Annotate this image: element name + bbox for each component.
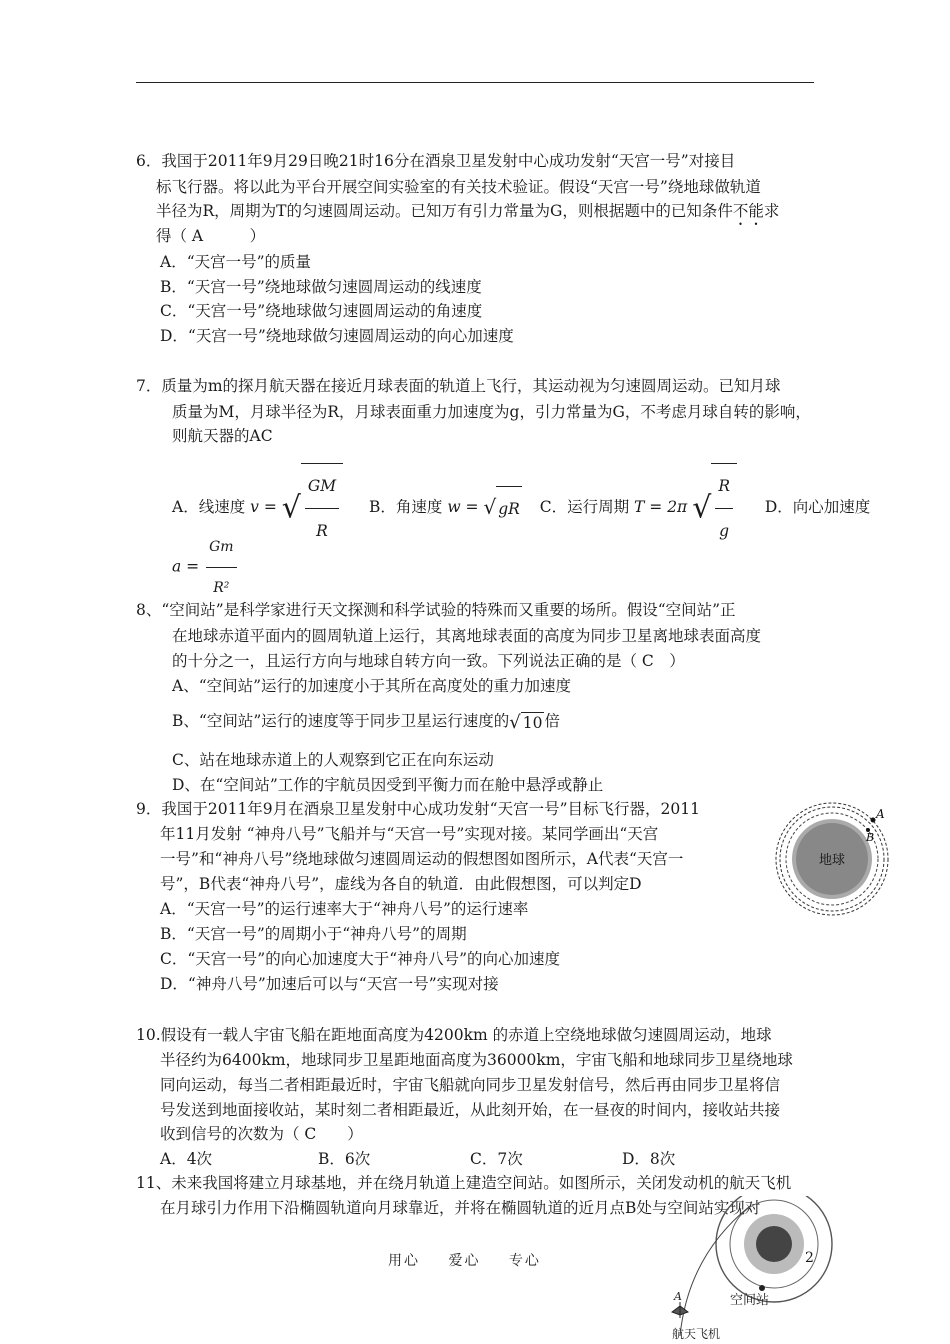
q7-option-b-label: B．角速度	[369, 498, 443, 516]
page-footer	[388, 1250, 563, 1270]
header-rule	[136, 82, 814, 83]
footer-word-3: 专心	[508, 1253, 541, 1269]
q6-line-3	[156, 201, 779, 229]
q7-option-d-label: D．向心加速度	[764, 498, 871, 516]
q7-line-3: 则航天器的AC	[172, 427, 273, 445]
q8-line-3: 的十分之一，且运行方向与地球自转方向一致。下列说法正确的是（ C ）	[172, 652, 685, 670]
q6-emphasis: 不能	[732, 202, 764, 220]
q8-option-b-suffix: 倍	[544, 712, 560, 730]
q6-line-3a: 半径为R，周期为T的匀速圆周运动。已知万有引力常量为G，则根据题中的已知条件	[156, 202, 733, 220]
q7-option-a-sqrt: √ $\frac{GM}{R}$	[282, 463, 343, 553]
q9-option-c: C．“天宫一号”的向心加速度大于“神舟八号”的向心加速度	[160, 950, 561, 968]
q8-line-1: 8、“空间站”是科学家进行天文探测和科学试验的特殊而又重要的场所。假设“空间站”正	[136, 601, 736, 619]
q8-option-b-text: B、“空间站”运行的速度等于同步卫星运行速度的	[172, 712, 510, 730]
space-station-dot	[759, 1285, 765, 1291]
q8-b-rad: 10	[522, 713, 543, 732]
space-station-label: 空间站	[730, 1293, 770, 1308]
q7-line-1: 7．质量为m的探月航天器在接近月球表面的轨道上飞行，其运动视为匀速圆周运动。已知月球	[136, 377, 781, 395]
q9-line-1: 9．我国于2011年9月在酒泉卫星发射中心成功发射“天宫一号”目标飞行器，2011	[136, 800, 700, 818]
q10-option-c: C．7次	[470, 1150, 523, 1168]
q9-option-d: D．“神舟八号”加速后可以与“天宫一号”实现对接	[160, 975, 499, 993]
moon-shape	[756, 1226, 792, 1262]
q7-option-a-lhs: v =	[250, 498, 277, 516]
q6-line-4: 得（ A ）	[156, 227, 266, 245]
footer-word-2: 爱心	[448, 1253, 481, 1269]
q7-option-c-label: C．运行周期	[539, 498, 630, 516]
page-number: 2	[805, 1250, 814, 1266]
q9-option-a: A．“天宫一号”的运行速率大于“神舟八号”的运行速率	[160, 900, 529, 918]
footer-word-1: 用心	[388, 1253, 420, 1269]
q10-line-5: 收到信号的次数为（ C ）	[160, 1125, 363, 1143]
q8-line-2: 在地球赤道平面内的圆周轨道上运行，其离地球表面的高度为同步卫星离地球表面高度	[172, 627, 762, 645]
q7-c-den: g	[719, 522, 730, 540]
q8-option-d: D、在“空间站”工作的宇航员因受到平衡力而在舱中悬浮或静止	[172, 776, 604, 794]
q6-option-b: B．“天宫一号”绕地球做匀速圆周运动的线速度	[160, 278, 482, 296]
q10-line-2: 半径约为6400km，地球同步卫星距地面高度为36000km，宇宙飞船和地球同步卫星绕地球	[160, 1051, 793, 1069]
q10-line-3: 同向运动，每当二者相距最近时，宇宙飞船就向同步卫星发射信号，然后再由同步卫星将信	[160, 1076, 781, 1094]
q11-line-2: 在月球引力作用下沿椭圆轨道向月球靠近，并将在椭圆轨道的近月点B处与空间站实现对	[160, 1199, 761, 1217]
q7-a-num: GM	[305, 464, 339, 509]
q9-option-b: B．“天宫一号”的周期小于“神舟八号”的周期	[160, 925, 467, 943]
q10-option-d: D．8次	[622, 1150, 676, 1168]
earth-label: 地球	[818, 852, 846, 867]
satellite-a-label: A	[876, 807, 885, 821]
q7-b-rad: gR	[496, 486, 522, 531]
q6-line-3c: 求	[763, 202, 780, 220]
q7-c-num: R	[715, 464, 733, 509]
q8-option-b: B、“空间站”运行的速度等于同步卫星运行速度的√ 10 倍	[172, 711, 560, 733]
q9-line-2: 年11月发射 “神舟八号”飞船并与“天宫一号”实现对接。某同学画出“天宫	[160, 825, 659, 843]
q7-option-d-lhs: a =	[172, 557, 200, 576]
q9-line-3: 一号”和“神舟八号”绕地球做匀速圆周运动的假想图如图所示，A代表“天宫一	[160, 850, 684, 868]
q7-option-d-formula	[172, 527, 239, 608]
shuttle-label: 航天飞机	[672, 1327, 721, 1341]
q10-option-b: B．6次	[318, 1150, 371, 1168]
q7-a-den: R	[316, 522, 328, 540]
q6-line-1: 6．我国于2011年9月29日晚21时16分在酒泉卫星发射中心成功发射“天宫一号”对接目	[136, 152, 736, 170]
q7-option-a-label: A．线速度	[172, 498, 246, 516]
q10-line-4: 号发送到地面接收站，某时刻二者相距最近，从此刻开始，在一昼夜的时间内，接收站共接	[160, 1101, 781, 1119]
q9-line-4: 号”，B代表“神舟八号”，虚线为各自的轨道．由此假想图，可以判定D	[160, 875, 642, 893]
q6-line-2: 标飞行器。将以此为平台开展空间实验室的有关技术验证。假设“天宫一号”绕地球做轨道	[156, 178, 761, 196]
q7-option-b-lhs: w =	[447, 498, 479, 516]
q11-moon-figure	[650, 1196, 846, 1344]
satellite-a-dot	[871, 818, 876, 823]
q8-option-c: C、站在地球赤道上的人观察到它正在向东运动	[172, 751, 494, 769]
q9-orbit-figure	[772, 800, 892, 918]
q7-options-row	[172, 463, 870, 553]
q6-option-a: A．“天宫一号”的质量	[160, 253, 312, 271]
q7-line-2: 质量为M，月球半径为R，月球表面重力加速度为g，引力常量为G，不考虑月球自转的影响，	[172, 403, 811, 421]
q7-option-b-sqrt: √ gR	[483, 485, 521, 531]
q6-option-c: C．“天宫一号”绕地球做匀速圆周运动的角速度	[160, 302, 483, 320]
q10-line-1: 10.假设有一载人宇宙飞船在距地面高度为4200km 的赤道上空绕地球做匀速圆周运动，地球	[136, 1026, 772, 1044]
point-a-label: A	[674, 1290, 682, 1303]
q11-line-1: 11、未来我国将建立月球基地，并在绕月轨道上建造空间站。如图所示，关闭发动机的航天飞机	[136, 1174, 792, 1192]
q7-d-num: Gm	[206, 527, 236, 568]
q6-option-d: D．“天宫一号”绕地球做匀速圆周运动的向心加速度	[160, 327, 514, 345]
satellite-b-label: B	[866, 831, 875, 844]
q7-d-den: R²	[213, 580, 230, 596]
q10-option-a: A．4次	[160, 1150, 213, 1168]
q7-option-c-sqrt: √ $\frac{R}{g}$	[692, 463, 737, 553]
q7-option-c-lhs: T = 2π	[634, 498, 688, 516]
q8-option-a: A、“空间站”运行的加速度小于其所在高度处的重力加速度	[172, 677, 572, 695]
